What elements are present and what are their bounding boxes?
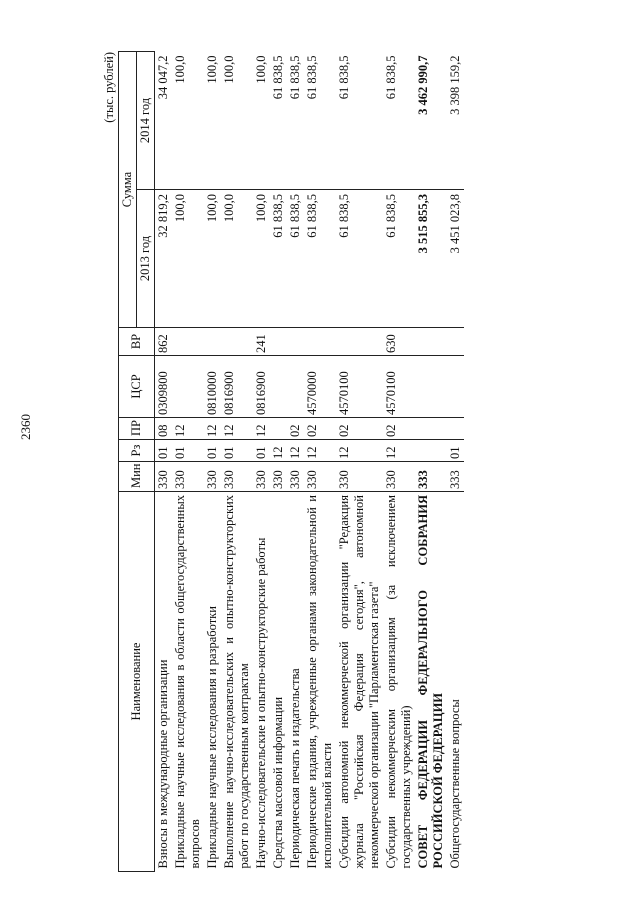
cell-vr: [221, 328, 253, 356]
cell-rz: 12: [383, 440, 415, 462]
cell-rz: 12: [270, 440, 287, 462]
cell-name: Общегосударственные вопросы: [448, 699, 462, 869]
cell-rz: 01: [155, 440, 173, 462]
header-sum: Сумма: [119, 52, 137, 328]
cell-vr: [304, 328, 336, 356]
budget-table: [118, 51, 464, 872]
cell-csr: [415, 356, 447, 418]
header-2014: 2014 год: [137, 52, 155, 190]
cell-2013: 100,0: [172, 190, 204, 328]
cell-2013: 100,0: [221, 190, 253, 328]
cell-csr: [270, 356, 287, 418]
cell-csr: [172, 356, 204, 418]
cell-min: 333: [447, 462, 464, 492]
cell-2014: 100,0: [172, 52, 204, 190]
cell-csr: 4570100: [336, 356, 383, 418]
cell-pr: 08: [155, 418, 173, 440]
header-min: Мин: [119, 462, 155, 492]
cell-csr: 0816900: [253, 356, 270, 418]
header-csr: ЦСР: [119, 356, 155, 418]
cell-2014: 61 838,5: [383, 52, 415, 190]
cell-csr: 4570000: [304, 356, 336, 418]
cell-2014: 100,0: [253, 52, 270, 190]
cell-2014: 100,0: [204, 52, 221, 190]
table-row: [270, 52, 287, 872]
cell-vr: 630: [383, 328, 415, 356]
cell-min: 330: [155, 462, 173, 492]
cell-vr: [270, 328, 287, 356]
cell-2013: 61 838,5: [270, 190, 287, 328]
cell-2013: 100,0: [253, 190, 270, 328]
cell-min: 330: [304, 462, 336, 492]
table-row: [287, 52, 304, 872]
table-row: [221, 52, 253, 872]
header-rz: Рз: [119, 440, 155, 462]
cell-min: 330: [253, 462, 270, 492]
table-row: [383, 52, 415, 872]
cell-csr: 0309800: [155, 356, 173, 418]
cell-vr: 862: [155, 328, 173, 356]
cell-csr: 0810000: [204, 356, 221, 418]
cell-min: 330: [270, 462, 287, 492]
cell-csr: 4570100: [383, 356, 415, 418]
cell-2014: 3 462 990,7: [415, 52, 447, 190]
table-row: [204, 52, 221, 872]
rotated-table-page: [102, 52, 630, 872]
cell-pr: 12: [221, 418, 253, 440]
cell-rz: 01: [447, 440, 464, 462]
cell-2014: 61 838,5: [336, 52, 383, 190]
cell-csr: [447, 356, 464, 418]
cell-rz: [415, 440, 447, 462]
cell-rz: 01: [204, 440, 221, 462]
cell-name: Средства массовой информации: [271, 696, 285, 869]
cell-2013: 32 819,2: [155, 190, 173, 328]
cell-rz: 12: [287, 440, 304, 462]
cell-name: СОВЕТ ФЕДЕРАЦИИ ФЕДЕРАЛЬНОГО СОБРАНИЯ РОССИЙСКОЙ ФЕДЕРАЦИИ: [416, 495, 445, 869]
cell-name: Субсидии некоммерческим организациям (за исключением государственных учреждений): [384, 495, 413, 869]
table-body: [155, 52, 465, 872]
cell-vr: [415, 328, 447, 356]
cell-2014: 61 838,5: [287, 52, 304, 190]
table-row: [415, 52, 447, 872]
cell-pr: 02: [383, 418, 415, 440]
cell-min: 333: [415, 462, 447, 492]
header-name: Наименование: [119, 492, 155, 872]
cell-2013: 100,0: [204, 190, 221, 328]
cell-vr: [287, 328, 304, 356]
table-row: [447, 52, 464, 872]
cell-pr: 02: [287, 418, 304, 440]
cell-2013: 3 515 855,3: [415, 190, 447, 328]
cell-name: Взносы в международные организации: [156, 659, 170, 869]
cell-min: 330: [383, 462, 415, 492]
cell-2013: 61 838,5: [336, 190, 383, 328]
cell-rz: 01: [172, 440, 204, 462]
cell-2014: 61 838,5: [270, 52, 287, 190]
table-row: [336, 52, 383, 872]
cell-min: 330: [221, 462, 253, 492]
cell-pr: [415, 418, 447, 440]
cell-name: Субсидии автономной некоммерческой организации "Редакция журнала "Российская Федерация сегодня", автономной некоммерческой организации "Парламентская газета": [337, 495, 381, 869]
cell-csr: 0816900: [221, 356, 253, 418]
cell-vr: [336, 328, 383, 356]
cell-pr: 12: [172, 418, 204, 440]
cell-name: Выполнение научно-исследовательских и опытно-конструкторских работ по государственным контрактам: [222, 495, 251, 869]
cell-rz: 01: [221, 440, 253, 462]
table-row: [172, 52, 204, 872]
cell-csr: [287, 356, 304, 418]
cell-name: Периодическая печать и издательства: [288, 668, 302, 869]
cell-rz: 12: [304, 440, 336, 462]
units-label: (тыс. рублей): [102, 52, 116, 123]
cell-pr: 12: [253, 418, 270, 440]
page-number: 2360: [18, 414, 33, 440]
cell-pr: [447, 418, 464, 440]
table-row: [253, 52, 270, 872]
cell-pr: 12: [204, 418, 221, 440]
cell-2013: 61 838,5: [383, 190, 415, 328]
table-row: [155, 52, 173, 872]
header-vr: ВР: [119, 328, 155, 356]
cell-vr: [172, 328, 204, 356]
cell-name: Научно-исследовательские и опытно-конструкторские работы: [254, 537, 268, 869]
cell-min: 330: [287, 462, 304, 492]
cell-pr: 02: [304, 418, 336, 440]
cell-2014: 34 047,2: [155, 52, 173, 190]
cell-2014: 3 398 159,2: [447, 52, 464, 190]
cell-2014: 61 838,5: [304, 52, 336, 190]
cell-name: Прикладные научные исследования и разработки: [205, 606, 219, 869]
cell-vr: 241: [253, 328, 270, 356]
cell-min: 330: [172, 462, 204, 492]
cell-vr: [447, 328, 464, 356]
cell-name: Прикладные научные исследования в области общегосударственных вопросов: [173, 495, 202, 869]
cell-2013: 61 838,5: [304, 190, 336, 328]
cell-2013: 3 451 023,8: [447, 190, 464, 328]
cell-2014: 100,0: [221, 52, 253, 190]
cell-2013: 61 838,5: [287, 190, 304, 328]
header-pr: ПР: [119, 418, 155, 440]
cell-rz: 01: [253, 440, 270, 462]
cell-name: Периодические издания, учрежденные органами законодательной и исполнительной власти: [305, 495, 334, 869]
table-header: [119, 52, 155, 872]
cell-pr: 02: [336, 418, 383, 440]
cell-rz: 12: [336, 440, 383, 462]
cell-min: 330: [204, 462, 221, 492]
table-row: [304, 52, 336, 872]
cell-vr: [204, 328, 221, 356]
header-2013: 2013 год: [137, 190, 155, 328]
cell-pr: [270, 418, 287, 440]
cell-min: 330: [336, 462, 383, 492]
